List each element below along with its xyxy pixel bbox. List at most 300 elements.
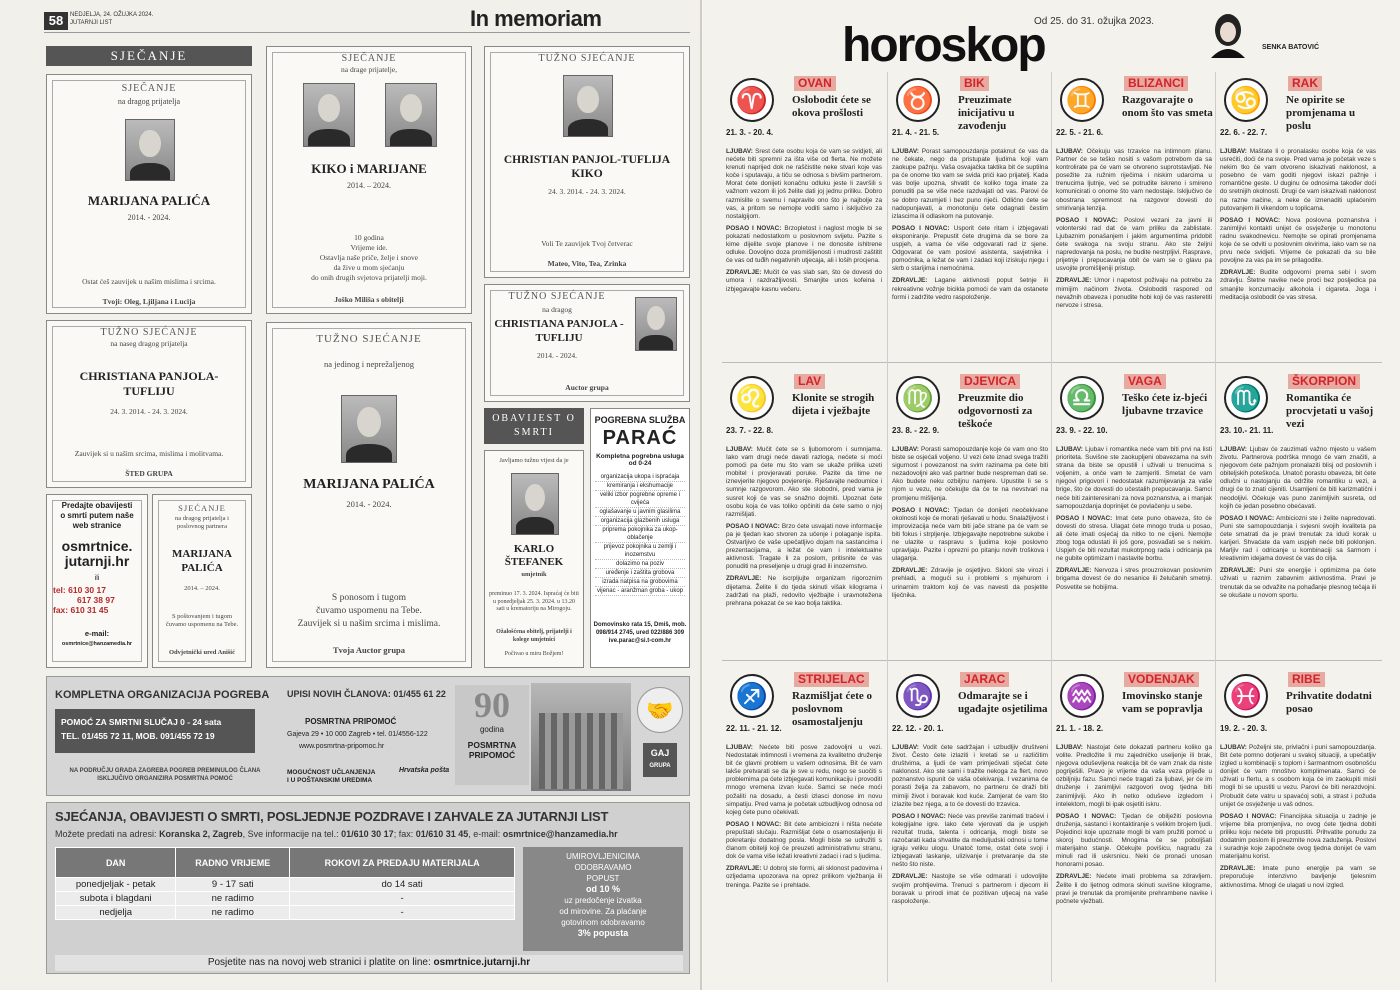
table-row [56, 906, 515, 920]
work-text: Bit ćete ambiciozni i ništa nećete prepuštati slučaju. Razmišljat ćete o osamostaljenju ili pokretanju dodatnog posla. Mogli biste se udružiti s članom obitelji koji će preuzeti administrativnu stranu, dok će vama više ležati kreativni zadaci i rad s ljudima. [726, 820, 882, 861]
deceased-name: CHRISTIANA PANJOLA - TUFLIJU [494, 318, 624, 344]
notice-text-2: Vrijeme ide. [350, 243, 388, 252]
label-work: POSAO I NOVAC: [1220, 216, 1281, 224]
notice-stefanek [484, 450, 584, 668]
label-work: POSAO I NOVAC: [892, 224, 950, 232]
notice-subheading-2: poslovnog partnera [176, 523, 227, 530]
notice-heading: TUŽNO SJEĆANJE [508, 291, 606, 302]
health-text: Imate puno energije pa vam se preporučuje intenzivno bavljenje tjelesnim aktivnostima. Mnogi će ulagati u novi izgled. [1220, 865, 1377, 889]
deceased-role: umjetnik [521, 571, 547, 578]
label-love: LJUBAV: [1056, 446, 1083, 453]
sign-body [1056, 446, 1212, 596]
work-text: Brzo ćete usvajati nove informacije pa je tjedan kao stvoren za učenje i polaganje ispita. Ostvarljivo će vaše upečatljivo dojam na sastancima i prezentacijama, a ležat će vam i intelektualne aktivnosti. Tragate li za poslom, pritisnite će vas ponuditi na preseljenje u drugi grad ili inozemstvo. [726, 522, 882, 571]
label-work: POSAO I NOVAC: [726, 820, 782, 828]
notice-heading: SJEĆANJE [178, 503, 226, 513]
notice-panjol-auctor [484, 284, 690, 402]
sign-ribe [1218, 668, 1378, 983]
email-label: e-mail: [84, 629, 110, 638]
notice-text: preminuo 17. 3. 2024. Ispraćaj će biti u ponedjeljak 25. 3. 2024. u 13.20 sati u krematoriju na Mirogoju. [489, 591, 579, 612]
portrait-photo [341, 395, 397, 463]
ad-org-name: POSMRTNA PRIPOMOĆ [305, 717, 397, 726]
sign-body [892, 148, 1048, 306]
notice-subheading: na naseg dragog prijatelja [110, 339, 188, 348]
ad-posmrtna-pripomoc [46, 676, 690, 796]
label-health: ZDRAVLJE: [726, 865, 762, 873]
ad-title: SJEĆANJA, OBAVIJESTI O SMRTI, POSLJEDNJE POZDRAVE I ZAHVALE ZA JUTARNJI LIST [55, 809, 609, 824]
sign-body [1220, 148, 1376, 306]
notice-signature: Auctor grupa [565, 383, 609, 392]
ad-title-2: PARAĆ [602, 427, 678, 449]
work-text: Poslovi vezani za javni ili volonterski rad dat će vam priliku da zablistate. Ljubaznim ponašanjem i jakim argumentima pridobit ćete svakoga na svoju stranu. Ako ste željni napredovanja na poslu, ne budite nestrpljivi. Rasprave, prijetnje i prepucavanja obit će vam se o glavu pa usvojite promišljeniji pristup. [1056, 216, 1212, 273]
zodiac-icon: ♐ [730, 674, 774, 718]
table-cell: do 14 sati [290, 878, 515, 892]
notice-heading: SJEČANJE [121, 83, 177, 94]
deceased-name: CHRISTIANA PANJOLA-TUFLIJU [79, 369, 219, 398]
sign-body [726, 744, 882, 894]
health-text: Ne iscrpljujte organizam rigoroznim dijetama. Želite li do tjeda skinuti višak kilograma i zadržati na plaži, redovito vježbajte i uravnotežena prehrana pokazat će se kao bolja taktika. [726, 575, 882, 607]
ad-service-item: izrada natpisa na grobovima [595, 578, 685, 587]
hours-table-header: ROKOVI ZA PREDAJU MATERIJALA [290, 848, 515, 878]
sign-headline: Preuzimate inicijativu u zavođenju [958, 94, 1015, 132]
label-love: LJUBAV: [1056, 744, 1083, 751]
sign-dates: 23. 7. - 22. 8. [726, 426, 774, 435]
sign-dates: 22. 5. - 21. 6. [1056, 128, 1104, 137]
deceased-years: 24. 3. 2014. - 24. 3. 2024. [548, 187, 626, 196]
work-text: Tjedan će donijeti neočekivane okolnosti koje će morati rješavati u hodu. Snalažljivost i improvizacija neće vam biti jače strane pa će vam se biti fokus i strpljenje. Izbjegavajte nepotrebne sukobe i ne ulazite u raspravu s ljudima koje poslovno upravljaju. Pazite i oprezni po pitanju novih troškova i ulaganja. [892, 506, 1048, 563]
sign-dates: 23. 8. - 22. 9. [892, 426, 940, 435]
love-text: Srest ćete osobu koja će vam se svidjeti, ali nećete biti spremni za išta više od flerta. Ne možete krenuti naprijed dok ne raščistite neke stvari koje vas koče i sputavaju, a tiču se odnosa s bivšim partnerom. Morat ćete donijeti konačnu odluku jeste li završili s važnom vezom ili još želite dati joj jednu priliku. Dobro razmislite o svemu i napravite ono što je najbolje za vas, a pritom se nemojte voditi samo i isključivo za nostalgijom. [726, 148, 882, 220]
love-text: Nećete biti posve zadovoljni u vezi. Nedostatak intimnosti i vremena za kvalitetno druženje bit će glavni problem u vašem odnosima. Bit će vam lakše pretvarati se da je sve u redu, nego se suočiti s problemima pa ćete izbjegavati komunikaciju i provoditi mnogo vremena izvan kuće. Samci se neće moći požaliti na dosadu, a česti izlasci donose im novu simpatiju. Pred vama je početak uzbudljivog odnosa od kojeg ćete puno očekivati. [726, 744, 882, 816]
love-text: Porast samopouzdanja potaknut će vas da ne čekate, nego da pristupate ljudima koji vam zaokupe pažnju. Vaša osvajačka taktika bit će suptilna pa će onome tko vam se svida prići kao prijatelj. Kada vas bolje upozna, shvatit će koliko toga imate za ponuditi pa se više neće razdvajati od vas. Parovi će se dobro razumjeti i bez puno riječi. Odlično ćete se nadopunjavati, a monotoniju ćete odagnati čestim izlascima ili odlaskom na putovanje. [892, 148, 1048, 220]
health-text: Nastojte se više odmarati i udovoljite svojim prohtjevima. Trenuci s partnerom i djecom ili boravak u prirodi imat će pozitivan utjecaj na vaše raspoloženje. [892, 873, 1048, 905]
notice-panjol-sted [46, 320, 252, 488]
label-love: LJUBAV: [892, 148, 919, 155]
table-cell: - [290, 906, 515, 920]
ad-footer-url[interactable]: osmrtnice.jutarnji.hr [433, 957, 531, 968]
sign-jarac [890, 668, 1050, 983]
deceased-name: MARIJANA PALIĆA [172, 548, 232, 574]
sign-lav [724, 370, 884, 675]
deceased-name: KARLO ŠTEFANEK [504, 543, 564, 568]
section-heading: SJEČANJE [46, 46, 252, 66]
notice-text: S poštovanjem i tugom čuvamo uspomenu na Tebe. [165, 613, 239, 628]
sign-body [1056, 744, 1212, 910]
label-work: POSAO I NOVAC: [1056, 216, 1118, 224]
ad-title: KOMPLETNA ORGANIZACIJA POGREBA [55, 689, 270, 701]
sign-headline: Preuzmite dio odgovornosti za teškoće [958, 392, 1033, 430]
love-text: Maštate li o pronalasku osobe koja će vas usrećiti, doći će na svoje. Pred vama je početak veze s nekim tko će vam otvoreno iskazivati naklonost, a posebno će vam goditi njegovi iskazi pažnje i romantične geste. U duginu će odnosima također doći do sretnijih okolnosti. Drugi će vam iskazivati naklonost na razne načine, a neke će iznenaditi uplaćenim putovanjem ili vikendom u toplicama. [1220, 148, 1376, 212]
ad-pogrebna-parac [590, 408, 690, 668]
sign-vodenjak [1054, 668, 1214, 983]
love-text: Porasti samopouzdanje koje će vam ono što biste se osjećali voljeno. U vezi ćete iznad svega tražiti sigurnost i povezanost na svim razinama pa ćete biti nezadovoljni ako vaš partner bude nespreman dati se. Ako budete neku ozbiljnu namjere. Upustite li se s njom u vezu, ne očekujte da će te na nevstvari na promjenu mišljenja. [892, 446, 1048, 502]
work-text: Ambiciozni ste i želite napredovati. Puni ste samopouzdanja i svjesni svojih kvaliteta pa ćete smatrati da je pravi trenutak za idući korak u karijeri. Shvaćate da vam uspjeh neće biti poklonjen. Marljiv rad i odricanje u kombinaciji sa šarmom i kreativnim idejama dovest će vas do cilja. [1220, 514, 1376, 563]
notice-heading: TUŽNO SJEĆANJE [316, 333, 422, 345]
discount-line-1: UMIROVLJENICIMA [566, 852, 640, 861]
ad-org2-b: PRIPOMOĆ [468, 750, 516, 760]
sign-name: RIBE [1288, 672, 1325, 687]
discount-line-7: gotovinom odobravamo [561, 918, 645, 927]
discount-line-5: uz predočenje izvatka [564, 896, 642, 905]
work-text: Imat ćete puno obaveza, što će dovesti do stresa. Ulagat ćete mnogo truda u posao, ali ćete imati osjećaj da nitko to ne cijeni. Nemojte zbog toga odustati ili još gore, posvađati se s nekim. Uspjeh će biti rezultat mukotrpnog rada i odricanja pa ne gubite optimizam i nastavite borbu. [1056, 514, 1212, 563]
notice-signature: Tvoja Auctor grupa [332, 645, 406, 655]
sign-headline: Teško ćete iz-bjeći ljubavne trzavice [1122, 392, 1208, 417]
sign-dates: 21. 1. - 18. 2. [1056, 724, 1104, 733]
label-love: LJUBAV: [892, 446, 919, 453]
sign-body [726, 148, 882, 298]
label-health: ZDRAVLJE: [1220, 865, 1256, 873]
sign-škorpion [1218, 370, 1378, 675]
table-cell: ne radimo [176, 906, 290, 920]
portrait-photo [125, 119, 175, 181]
ad-emergency-line: POMOĆ ZA SMRTNI SLUČAJ 0 - 24 sata [61, 717, 222, 727]
notice-signature: Joško Miliša s obitelji [334, 295, 404, 304]
deceased-years: 2014. - 2024. [537, 351, 577, 360]
sign-body [892, 446, 1048, 604]
sign-name: JARAC [960, 672, 1009, 687]
ad-title-1: POGREBNA SLUŽBA [594, 415, 686, 425]
table-cell: subota i blagdani [56, 892, 176, 906]
hours-table [55, 847, 515, 920]
notice-signature: Ožalošćena obitelj, prijatelji i kolege umjetnici [496, 629, 572, 643]
sign-rak [1218, 72, 1378, 377]
label-work: POSAO I NOVAC: [1056, 812, 1117, 820]
portrait-photo [511, 473, 559, 535]
zodiac-icon: ♑ [896, 674, 940, 718]
notice-panjol-kiko [484, 46, 690, 278]
sign-headline: Prihvatite dodatni posao [1286, 690, 1372, 715]
notice-text-2: čuvamo uspomenu na Tebe. [316, 606, 422, 616]
notice-text: Voli Te zauvijek Tvoj četverac [541, 239, 633, 248]
sign-headline: Razgovarajte o onom što vas smeta [1122, 94, 1213, 119]
label-work: POSAO I NOVAC: [1056, 514, 1113, 522]
label-health: ZDRAVLJE: [1056, 567, 1092, 575]
deceased-name: CHRISTIAN PANJOL-TUFLIJA KIKO [503, 154, 671, 180]
label-work: POSAO I NOVAC: [1220, 514, 1275, 522]
table-cell: - [290, 892, 515, 906]
work-text: Usporit ćete ritam i izbjegavati eksponiranje. Prepustit ćete drugima da se bore za uspjeh, a vama će više odgovarati rad iz sjene. Odgovarat će vam poslovi asistenta, savjetnika i pomoćnika, a ležat će vam i zadaci koji iziskuju njegu i skrb o starijima i nemoćnima. [892, 224, 1049, 273]
table-cell: nedjelja [56, 906, 176, 920]
ad-foot-1: NA PODRUČJU GRADA ZAGREBA POGREB PREMINULOG ČLANA [69, 768, 261, 774]
discount-line-4: od 10 % [585, 884, 620, 894]
work-text: Brzopletost i naglost mogle bi se pokazati nedostatkom u poslovnom svijetu. Pazite s kime dijelite svoje planove i ne donosite ishitrene odluke. Dovoljno doza promišljenosti i mudrosti zaštitit će vas od tuđih negativnih utjecaja, ali i loših procjena. [726, 224, 882, 265]
sign-dates: 21. 4. - 21. 5. [892, 128, 940, 137]
horoscope-date-range: Od 25. do 31. ožujka 2023. [1034, 16, 1155, 27]
health-text: Zdravije je osjetljivo. Skloni ste virozi i prehladi, a mogući su i problemi s mjehurom i urinarnim traktom koji će vas navesti da posjetite liječnika. [892, 567, 1048, 599]
discount-line-6: od mirovine. Za plaćanje [559, 907, 647, 916]
horoscope-page [700, 0, 1400, 990]
promo-url-1[interactable]: osmrtnice. [61, 538, 133, 554]
sign-djevica [890, 370, 1050, 675]
header-rule [44, 32, 690, 33]
notice-heading: TUŽNO SJEĆANJE [100, 327, 198, 338]
zodiac-icon: ♋ [1224, 78, 1268, 122]
author-avatar [1207, 12, 1249, 58]
deceased-years: 2014. - 2024. [346, 499, 392, 509]
label-work: POSAO I NOVAC: [726, 224, 782, 232]
notice-subheading: na dragog [542, 305, 572, 314]
ad-service-item: organizacija glazbenih usluga [595, 517, 685, 526]
notice-text-3: Zauvijek si u našim srcima i mislima. [297, 619, 441, 629]
ad-address: Domovinsko rata 15, Dmiš, mob. [593, 622, 687, 628]
deceased-years: 2014. – 2024. [347, 181, 391, 190]
sign-headline: Romantika će procvjetati u vašoj vezi [1286, 392, 1374, 430]
ad-service-item: prijevoz pokojnika u zemlji i inozemstvu [595, 543, 685, 560]
portrait-photo-kiko [303, 83, 355, 147]
label-love: LJUBAV: [892, 744, 919, 751]
promo-line-3: web stranice [72, 521, 122, 530]
ad-service-item: organizacija ukopa i ispraćaja [595, 473, 685, 482]
label-health: ZDRAVLJE: [892, 873, 928, 881]
portrait-photo [563, 75, 613, 137]
portrait-photo [635, 297, 677, 351]
deceased-years: 24. 3. 2014. - 24. 3. 2024. [110, 407, 188, 416]
row-divider [722, 362, 1382, 363]
notice-palica-auctor [266, 322, 472, 668]
health-text: Nervoza i stres prouzrokovan poslovnim brigama dovest će do nesanice ili želučanih smetnji. Posvetite se hobijima. [1056, 567, 1212, 591]
table-row [56, 892, 515, 906]
promo-url-2[interactable]: jutarnji.hr [64, 553, 130, 569]
sign-name: ŠKORPION [1288, 374, 1360, 389]
sign-body [1220, 446, 1376, 604]
sign-name: LAV [794, 374, 825, 389]
notice-heading: TUŽNO SJEĆANJE [538, 53, 636, 64]
notice-heading: SJEČANJE [341, 53, 397, 64]
notice-signature: Odvjetnički ured Anišić [169, 649, 235, 656]
sign-headline: Razmišljat ćete o poslovnom osamostaljenju [792, 690, 873, 728]
zodiac-icon: ♒ [1060, 674, 1104, 718]
death-notice-heading: OBAVIJEST O SMRTI [484, 408, 584, 444]
notice-text-5: do onih drugih svjetova prijatelji moji. [311, 273, 427, 282]
ad-foot-4: I U POŠTANSKIM UREDIMA [287, 777, 373, 784]
label-love: LJUBAV: [726, 744, 753, 751]
ad-service-item: uređenje i zaštita grobova [595, 569, 685, 578]
deceased-years: 2014. - 2024. [127, 213, 171, 222]
notice-subheading: na drage prijatelje, [340, 65, 397, 74]
sign-name: STRIJELAC [794, 672, 869, 687]
sign-name: VODENJAK [1124, 672, 1199, 687]
label-health: ZDRAVLJE: [1056, 873, 1092, 881]
ad-years: 90 [474, 685, 510, 725]
health-text: Lagane aktivnosti poput šetnje ili rekreativne vožnje bicikla pomoći će vam da ostanete formi i zadržite vedro raspoloženje. [892, 277, 1049, 301]
zodiac-icon: ♌ [730, 376, 774, 420]
zodiac-icon: ♎ [1060, 376, 1104, 420]
health-text: Mučit će vas slab san, što će dovesti do umora i razdražljivosti. Smanjite unos kofeina i izbjegavajte kasnu večeru. [726, 269, 882, 293]
sign-dates: 23. 10.- 21. 11. [1220, 426, 1274, 435]
love-text: Mučit ćete se s ljubomorom i sumnjama. Iako vam drugi neće davati razloga, nećete si moći pomoći pa ćete mu što vam se ukaže prilika uzeti mobitel i provjeravati poruke. Pazite da time ne iznevjerite njegovo povjerenje. Rješavajte nedoumice i sumnje razgovorom. Ako ste slobodni, pred vama je susret koji će vas se snažno dojmiti. Upoznat ćete osobu koja će vas toliko opčiniti da ćete samo o njoj razmišljati. [726, 446, 882, 518]
fax-label: fax: [53, 605, 69, 615]
love-text: Vodit ćete sadržajan i uzbudljiv društveni život. Često ćete izlaziti i kretati se u različitim društvima, a ljudi će vam primjećivati stječat ćete naklonost. Ako ste sami i tražite nekoga za flert, novo poznanstvo ispunit će vaša očekivanja. I vezanima će porasti želja za zabavom, no partneru će draži biti mirniji život i boravak kod kuće. Zamjerat će vam što izlazite bez njega, a to će dovesti do trzavica. [892, 744, 1048, 808]
work-text: Nova poslovna poznanstva i zanimljivi kontakti unijet će osvježenje u monotonu radnu svakodnevicu. Nemojte se opirati promjenama koje će se odviti u poslovnim okvirima, iako vam se na prvu neće svidjeti. Vrijeme će pokazati da su bile povoljne za vas pa im se prilagodite. [1220, 216, 1377, 265]
ad-foot-2: ISKLJUČIVO ORGANIZIRA POSMRTNA POMOĆ [97, 776, 233, 782]
sign-dates: 22. 12. - 20. 1. [892, 724, 944, 733]
sign-dates: 21. 3. - 20. 4. [726, 128, 774, 137]
sign-body [726, 446, 882, 612]
newspaper-name: JUTARNJI LIST [70, 20, 113, 26]
page-number: 58 [44, 12, 68, 30]
promo-web-submission [46, 494, 148, 668]
work-text: Tjedan će obilježiti poslovna druženja, sastanci i kontaktiranje s velikim brojem ljudi. Pojedinci koje upoznate mogli bi vam pružiti pomoć u skoroj budućnosti. Mnogima će se poboljšati materijalno stanje. Očekujte povišicu, nagradu za minuli rad ili uskrsnicu. Neki će pronaći unosan honorarni posao. [1056, 812, 1212, 869]
notice-palica-1 [46, 74, 252, 314]
zodiac-icon: ♍ [896, 376, 940, 420]
column-divider [887, 72, 888, 982]
notice-closing: Počivao u miru Božjem! [504, 651, 564, 657]
ad-email[interactable]: ive.parac@si.t-com.hr [608, 638, 672, 644]
love-text: Ljubav će zauzimati važno mjesto u vašem životu. Partnerova podrška mnogo će vam značiti, a njegovom ćete pažnjom pronalaziti blisj od poslovnih i obiteljskih poteškoća. Unatoč porastu obaveza, bit ćete odlučni u nastojanju da održite romantiku u vezi, a drugi će to znati cijeniti. Usamljeni će biti karizmatični i neodoljivi. Očekuje vas puno zanimljivih susreta, od kojih će jedan posebno obećavati. [1220, 446, 1377, 510]
notice-subheading: na dragog prijatelja [117, 97, 181, 106]
column-divider [1051, 72, 1052, 982]
love-text: Poželjni ste, privlačni i puni samopouzdanja. Bit ćete pomno dotjerani u svakoj situaciji, a upečatljiv izgled u kombinaciji s toplom i šarmantnom osobnošću donijet će vam mnoštvo komplimenata. Samci će uživati u flertu, a s osobom koja će im zaokupiti misli mogli bi se upustiti u vezu. Parovi će biti nerazdvojni. Probudit ćete vatru u spavaćoj sobi, a strast i požuda unijet će osvježenje u vaš odnos. [1220, 744, 1376, 808]
tel-2: 617 38 97 [77, 595, 115, 605]
ad-website[interactable]: www.posmrtna-pripomoc.hr [299, 743, 385, 750]
rubric-title: In memoriam [470, 6, 602, 31]
table-cell: ponedjeljak - petak [56, 878, 176, 892]
ad-years-label: godina [479, 725, 505, 734]
work-text: Financijska situacija u zadnje je vrijeme bila promjenjiva, no ovog ćete tjedna dobiti priliku koju nećete biti propustiti. Prihvatite ponudu za dodatnim poslom ili preuzmite nova zaduženja. Poslovi i suradnje koje započnete ovog tjedna donijet će vam materijalnu korist. [1220, 812, 1377, 861]
notice-subheading: na dragog prijatelja i [175, 515, 229, 522]
ad-foot-3: MOGUĆNOST UČLANJENJA [287, 769, 376, 776]
notice-text-3: Ostavlja naše priče, želje i snove [319, 253, 419, 262]
sign-headline: Ne opirite se promjenama u poslu [1286, 94, 1356, 132]
deceased-name: MARIJANA PALIĆA [87, 193, 211, 208]
sign-name: BLIZANCI [1124, 76, 1188, 91]
notice-signature: ŠTED GRUPA [125, 469, 173, 478]
sign-name: BIK [960, 76, 989, 91]
building-photo [531, 683, 631, 791]
hours-table-header: DAN [56, 848, 176, 878]
sign-vaga [1054, 370, 1214, 675]
notice-subheading: na jedinog i neprežaljenog [324, 359, 414, 369]
page-header [70, 11, 153, 27]
label-love: LJUBAV: [1220, 446, 1247, 453]
health-text: U dobroj ste formi, ali sklonost padovima i ozljedama upozorava na oprez prilikom vježbanja ili treninga. Pazite se i prehlade. [726, 865, 883, 889]
page-date: NEDJELJA, 24. OŽUJKA 2024. [70, 12, 154, 18]
sign-name: VAGA [1124, 374, 1166, 389]
ad-membership: UPISI NOVIH ČLANOVA: 01/455 61 22 [287, 689, 446, 699]
label-work: POSAO I NOVAC: [1220, 812, 1277, 820]
health-text: Umor i napetost poživaju na potrebu za mirnijim načinom života. Osloboditi raspored od nevažnih obaveza i ponudite hobi koji će vas rasteretiti nervoze i stresa. [1056, 277, 1212, 309]
ad-service-list [595, 473, 685, 596]
sign-name: RAK [1288, 76, 1322, 91]
label-love: LJUBAV: [1056, 148, 1083, 155]
fax-number: 610 31 45 [70, 605, 109, 615]
ad-footer: Posjetite nas na novoj web stranici i platite on line: osmrtnice.jutarnji.hr [55, 955, 683, 971]
horoscope-title: horoskop [842, 19, 1045, 72]
sign-body [1056, 148, 1212, 314]
sign-headline: Oslobodit ćete se okova prošlosti [792, 94, 871, 119]
health-text: Budite odgovorni prema sebi i svom zdravlju. Štetne navike neće proći bez posljedica pa smanjite konzumaciju alkohola i cigareta. Joga i meditacija oslobodit će vas stresa. [1220, 269, 1377, 301]
promo-or: ili [94, 575, 100, 582]
label-love: LJUBAV: [1220, 744, 1247, 751]
label-work: POSAO I NOVAC: [892, 812, 946, 820]
ad-emergency-phone: TEL. 01/455 72 11, MOB. 091/455 72 19 [61, 731, 215, 741]
label-love: LJUBAV: [1220, 148, 1247, 155]
notice-text-1: S ponosom i tugom [331, 593, 407, 603]
notice-kiko-marijane [266, 46, 472, 314]
ad-address: Gajeva 29 • 10 000 Zagreb • tel. 01/4556-122 [287, 731, 428, 738]
love-text: Nastojat ćete dokazati partneru koliko ga volite. Predložite li mu zajedničko useljenje ili brak, njegova oduševljena reakcija bit će vam znak da niste pogriješili. Pravo je vrijeme da vaša veza prijeđe u ozbiljniju fazu. Samci neće tragati za ljubavi, jer će im druženje i zanimljivi razgovori ovog tjedna biti zanimljiviji. Ako ih netko oduševe izgledom i intelektom, mogli bi ipak osjetiti iskru. [1056, 744, 1213, 808]
sign-ovan [724, 72, 884, 377]
love-text: Očekuju vas trzavice na intimnom planu. Partner će se teško nositi s vašom potrebom da sa kontrolirate pa će vam se otvoreno suprotstavljati. Ne posežite za ružnim riječima i niskim udarcima u trenucima ljutnje, već se potrudite iskreno i smireno komunicirati o onome što vam nedostaje. Isključivo će obostrana spremnost na razgovor dovesti do smirivanja tenzija. [1056, 148, 1213, 212]
zodiac-icon: ♊ [1060, 78, 1104, 122]
notice-signature: Tvoji: Oleg, Ljiljana i Lucija [102, 297, 196, 306]
ad-service-item: dolazimo na poziv [595, 560, 685, 569]
sign-name: DJEVICA [960, 374, 1020, 389]
ad-gaj: GAJ [650, 748, 670, 758]
zodiac-icon: ♓ [1224, 674, 1268, 718]
column-divider [1215, 72, 1216, 982]
notice-text: Zauvijek si u našim srcima, mislima i molitvama. [74, 449, 224, 458]
zodiac-icon: ♈ [730, 78, 774, 122]
sign-headline: Imovinsko stanje vam se popravlja [1122, 690, 1203, 715]
notice-subheading: Javljamo tužnu vijest da je [499, 457, 569, 464]
notice-signature: Mateo, Vito, Tea, Zrinka [547, 259, 627, 268]
sign-body [892, 744, 1048, 910]
sign-dates: 22. 6. - 22. 7. [1220, 128, 1268, 137]
sign-name: OVAN [794, 76, 836, 91]
table-cell: 9 - 17 sati [176, 878, 290, 892]
label-health: ZDRAVLJE: [892, 277, 928, 285]
sign-headline: Klonite se strogih dijeta i vježbajte [792, 392, 875, 417]
ad-discount-box [523, 847, 683, 951]
sign-dates: 23. 9. - 22. 10. [1056, 426, 1108, 435]
sign-bik [890, 72, 1050, 377]
promo-line-1: Predajte obavijesti [61, 501, 133, 510]
label-health: ZDRAVLJE: [726, 575, 762, 583]
handshake-icon: 🤝 [637, 687, 683, 733]
label-love: LJUBAV: [726, 446, 753, 453]
horoscope-author: SENKA BATOVIĆ [1262, 44, 1320, 51]
hours-table-header: RADNO VRIJEME [176, 848, 290, 878]
sign-headline: Odmarajte se i ugađajte osjetilima [958, 690, 1048, 715]
tel-label: tel: [53, 585, 66, 595]
label-health: ZDRAVLJE: [1220, 269, 1256, 277]
label-work: POSAO I NOVAC: [726, 522, 780, 530]
portrait-photo-marijan [385, 83, 437, 147]
work-text: Neće vas previše zanimati tračevi i kolegijalne igre. Iako ćete vjerovati da je uspjeh rezultat truda, talenta i odricanja, mogli biste se razočarati kada shvatite da meduljudski odnosi u tome igraju veliku ulogu. Unatoč tome, ostat ćete svoji i izbjegavati laskanje, ulizivanje i pretvaranje da ste nešto što niste. [892, 812, 1048, 869]
notice-palica-anisic [152, 494, 252, 668]
ad-post-logo: Hrvatska pošta [399, 767, 450, 774]
label-work: POSAO I NOVAC: [892, 506, 950, 514]
notice-text-4: da žive u mom sjećanju [333, 263, 405, 272]
zodiac-icon: ♏ [1224, 376, 1268, 420]
discount-line-2: ODOBRAVAMO [574, 863, 632, 872]
ad-service-item: veliki izbor pogrebne opreme i cvijeća [595, 491, 685, 508]
deceased-name: MARIJANA PALIĆA [303, 477, 435, 492]
health-text: Nećete imati problema sa zdravljem. Želite li do ljetnog odmora skinuti suvišne kilograme, pravi je trenutak da promijenite prehrambene navike i počnete vježbati. [1056, 873, 1212, 905]
deceased-years: 2014. – 2024. [184, 585, 220, 592]
ad-grupa: GRUPA [649, 763, 671, 769]
email-address[interactable]: osmrtnice@hanzamedia.hr [61, 641, 133, 647]
label-health: ZDRAVLJE: [1220, 567, 1256, 575]
love-text: Ljubav i romantika neće vam biti prvi na listi prioriteta. Suvišne ste zaokupljeni obavezama na svih strana da biste se opustili i uživali u trenucima s voljenim, a onče vam te zamjeriti. Smetat će vam njegovi prigovori i nedostatak razumijevanja za vaše brige, što će dovesti do učestalih prepucavanja. Samci neće biti zainteresirani za nova poznanstva, a i manjak samopouzdanja doprinijet će povlačenju u sebe. [1056, 446, 1212, 510]
label-health: ZDRAVLJE: [1056, 277, 1092, 285]
sign-strijelac [724, 668, 884, 983]
sign-blizanci [1054, 72, 1214, 377]
discount-line-3: POPUST [586, 874, 620, 883]
sign-body [1220, 744, 1376, 894]
zodiac-icon: ♉ [896, 78, 940, 122]
label-health: ZDRAVLJE: [726, 269, 762, 277]
ad-service-item: priprema pokojnika za ukop-oblačenje [595, 526, 685, 543]
ad-phone: 098/914 2745, ured 022/886 309 [595, 630, 685, 636]
table-row [56, 878, 515, 892]
label-love: LJUBAV: [726, 148, 753, 155]
sign-dates: 22. 11. - 21. 12. [726, 724, 782, 733]
row-divider [722, 660, 1382, 661]
ad-subtitle: Kompletna pogrebna usluga od 0-24 [596, 453, 684, 467]
label-health: ZDRAVLJE: [892, 567, 928, 575]
deceased-names: KIKO i MARIJANE [311, 161, 427, 176]
